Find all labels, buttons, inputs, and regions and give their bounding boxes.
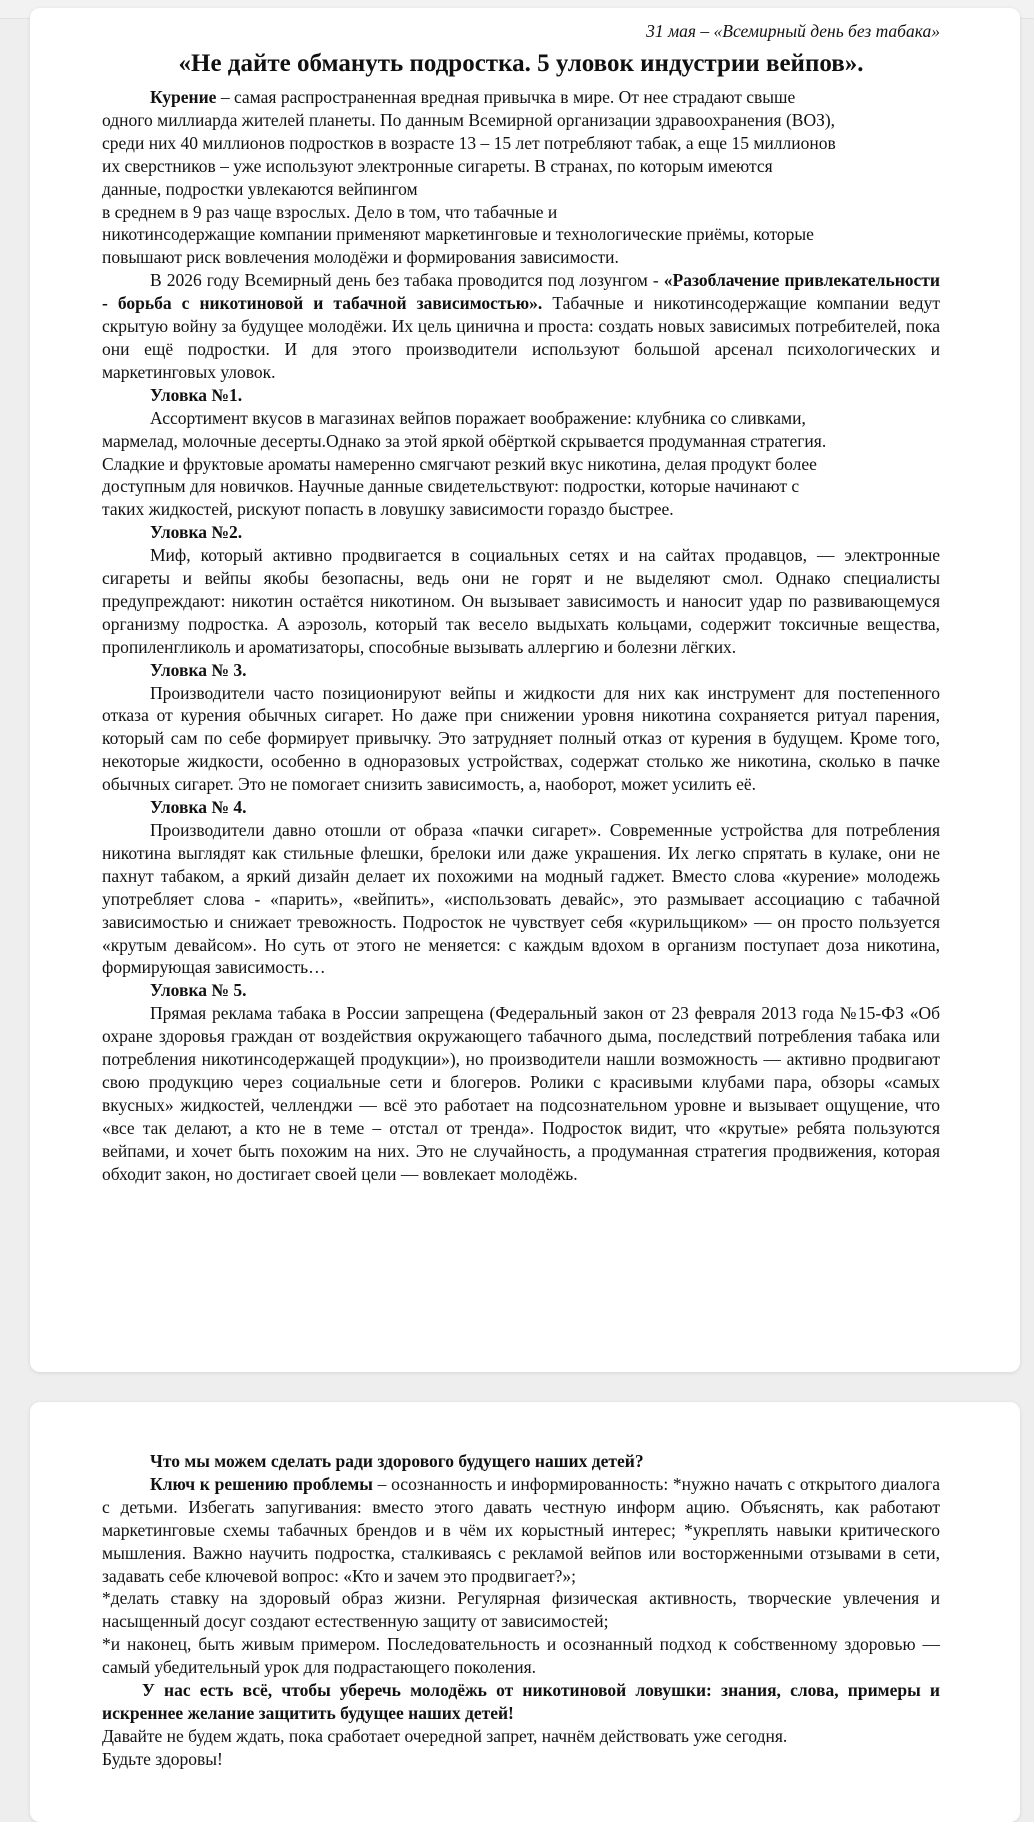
trick-4-text: Производители давно отошли от образа «пачки сигарет». Современные устройства для потребления никотина выглядят как стильные флешки, брелоки или даже украшения. Их легко спрятать в кулаке, они не пахнут табаком, а яркий дизайн делает их похожими на модный гаджет. Вместо слова «курение» молодежь употребляет слова - «парить», «вейпить», «использовать девайс», это размывает ассоциацию с табачной зависимостью и снижает тревожность. Подросток не чувствует себя «курильщиком» — он просто пользуется «крутым девайсом». Но суть от этого не меняется: с каждым вдохом в организм поступает доза никотина, формирующая зависимость… [102,820,940,978]
slogan-before: В 2026 году Всемирный день без табака проводится под лозунгом - [150,270,664,291]
trick-2-heading: Уловка №2. [150,522,243,543]
slogan-after: Табачные и никотинсодержащие компании ведут скрытую войну за будущее молодёжи. Их цель цинична и проста: создать новых зависимых потребителей, пока они ещё подростки. И для этого производители используют большой арсенал психологических и маркетинговых уловок. [102,293,940,382]
slogan-paragraph [102,269,940,384]
bullet-role-model: *и наконец, быть живым примером. Последовательность и осознанный подход к собственному здоровью — самый убедительный урок для подрастающего поколения. [102,1634,940,1678]
intro-line-5: данные, подростки увлекаются вейпингом [102,178,418,199]
key-text: – осознанность и информированность: *нужно начать с открытого диалога с детьми. Избегать запугивания: вместо этого давать честную информ ацию. Объяснять, как работают маркетинговые схемы табачных брендов и в чём их корыстный интерес; *укреплять навыки критического мышления. Важно научить подростка, сталкиваясь с рекламой вейпов или восторженными отзывами в сети, задавать себе ключевой вопрос: «Кто и зачем это продвигает?»; [102,1473,940,1586]
call-to-action: Давайте не будем ждать, пока сработает очередной запрет, начнём действовать уже сегодня. [102,1725,788,1746]
trick-1-line-4: доступным для новичков. Научные данные свидетельствуют: подростки, которые начинают с [102,476,800,497]
trick-2-text: Миф, который активно продвигается в социальных сетях и на сайтах продавцов, — электронные сигареты и вейпы якобы безопасны, ведь они не горят и не выделяют смол. Однако специалисты предупреждают: никотин остаётся никотином. Он вызывает зависимость и наносит удар по развивающемуся организму подростка. А аэрозоль, который так весело выдыхать кольцами, содержит токсичные вещества, пропиленгликоль и ароматизаторы, способные вызывать аллергию и болезни лёгких. [102,545,940,657]
intro-lead: Курение [150,87,217,107]
document-title: «Не дайте обмануть подростка. 5 уловок индустрии вейпов». [178,50,864,77]
trick-3-text: Производители часто позиционируют вейпы и жидкости для них как инструмент для постепенного отказа от курения обычных сигарет. Но даже при снижении уровня никотина сохраняется ритуал парения, который сам по себе формирует привычку. Это затрудняет полный отказ от курения в будущем. Кроме того, некоторые жидкости, особенно в одноразовых устройствах, содержат столько же никотина, сколько в пачке обычных сигарет. Это не помогает снизить зависимость, а, наоборот, может усилить её. [102,682,940,795]
trick-5-heading: Уловка № 5. [150,980,247,1001]
intro-line-7: никотинсодержащие компании применяют маркетинговые и технологические приёмы, которые [102,224,814,245]
slogan-bold: «Разоблачение привлекательности - борьба с никотиновой и табачной зависимостью». [102,270,940,314]
key-paragraph [102,1473,940,1588]
document-page-2 [30,1402,1020,1822]
key-bold: Ключ к решению проблемы [150,1473,373,1494]
farewell: Будьте здоровы! [102,1748,223,1769]
trick-1-heading: Уловка №1. [150,384,243,405]
trick-4-heading: Уловка № 4. [150,797,247,818]
trick-1-line-2: мармелад, молочные десерты.Однако за этой яркой обёрткой скрывается продуманная стратегия. [102,430,827,451]
intro-line-2: одного миллиарда жителей планеты. По данным Всемирной организации здравоохранения (ВОЗ), [102,109,836,130]
intro-line-4: их сверстников – уже используют электронные сигареты. В странах, по которым имеются [102,155,773,176]
document-page-1 [30,8,1020,1372]
trick-1-text [102,407,940,522]
trick-1-line-3: Сладкие и фруктовые ароматы намеренно смягчают резкий вкус никотина, делая продукт более [102,453,817,474]
trick-5-text: Прямая реклама табака в России запрещена (Федеральный закон от 23 февраля 2013 года №15-ФЗ «Об охране здоровья граждан от воздействия окружающего табачного дыма, последствий потребления табака или потребления никотинсодержащей продукции»), но производители нашли возможность — активно продвигают свою продукцию через социальные сети и блогеров. Ролики с красивыми клубами пара, обзоры «самых вкусных» жидкостей, челленджи — всё это работает на подсознательном уровне и вызывает ощущение, что «все так делают, а кто не в теме – отстал от тренда». Подросток видит, что «крутые» ребята пользуются вейпами, и хочет быть похожим на них. Это не случайность, а продуманная стратегия продвижения, которая обходит закон, но достигает своей цели — вовлекает молодёжь. [102,1003,940,1184]
intro-line-8: повышают риск вовлечения молодёжи и формирования зависимости. [102,247,619,268]
intro-line-3: среди них 40 миллионов подростков в возрасте 13 – 15 лет потребляют табак, а еще 15 миллионов [102,132,836,153]
trick-1-line-1: Ассортимент вкусов в магазинах вейпов поражает воображение: клубника со сливками, [150,407,806,428]
intro-paragraph [102,86,940,269]
intro-line-1: – самая распространенная вредная привычка в мире. От нее страдают свыше [216,87,796,107]
page-header: 31 мая – «Всемирный день без табака» [646,21,940,41]
closing-statement: У нас есть всё, чтобы уберечь молодёжь от никотиновой ловушки: знания, слова, примеры и искреннее желание защитить будущее наших детей! [102,1680,940,1723]
trick-1-line-5: таких жидкостей, рискуют попасть в ловушку зависимости гораздо быстрее. [102,499,674,520]
bullet-healthy-lifestyle: *делать ставку на здоровый образ жизни. Регулярная физическая активность, творческие увлечения и насыщенный досуг создают естественную защиту от зависимостей; [102,1588,940,1632]
trick-3-heading: Уловка № 3. [150,659,247,680]
question-heading: Что мы можем сделать ради здорового будущего наших детей? [150,1451,644,1471]
intro-line-6: в среднем в 9 раз чаще взрослых. Дело в том, что табачные и [102,201,558,222]
